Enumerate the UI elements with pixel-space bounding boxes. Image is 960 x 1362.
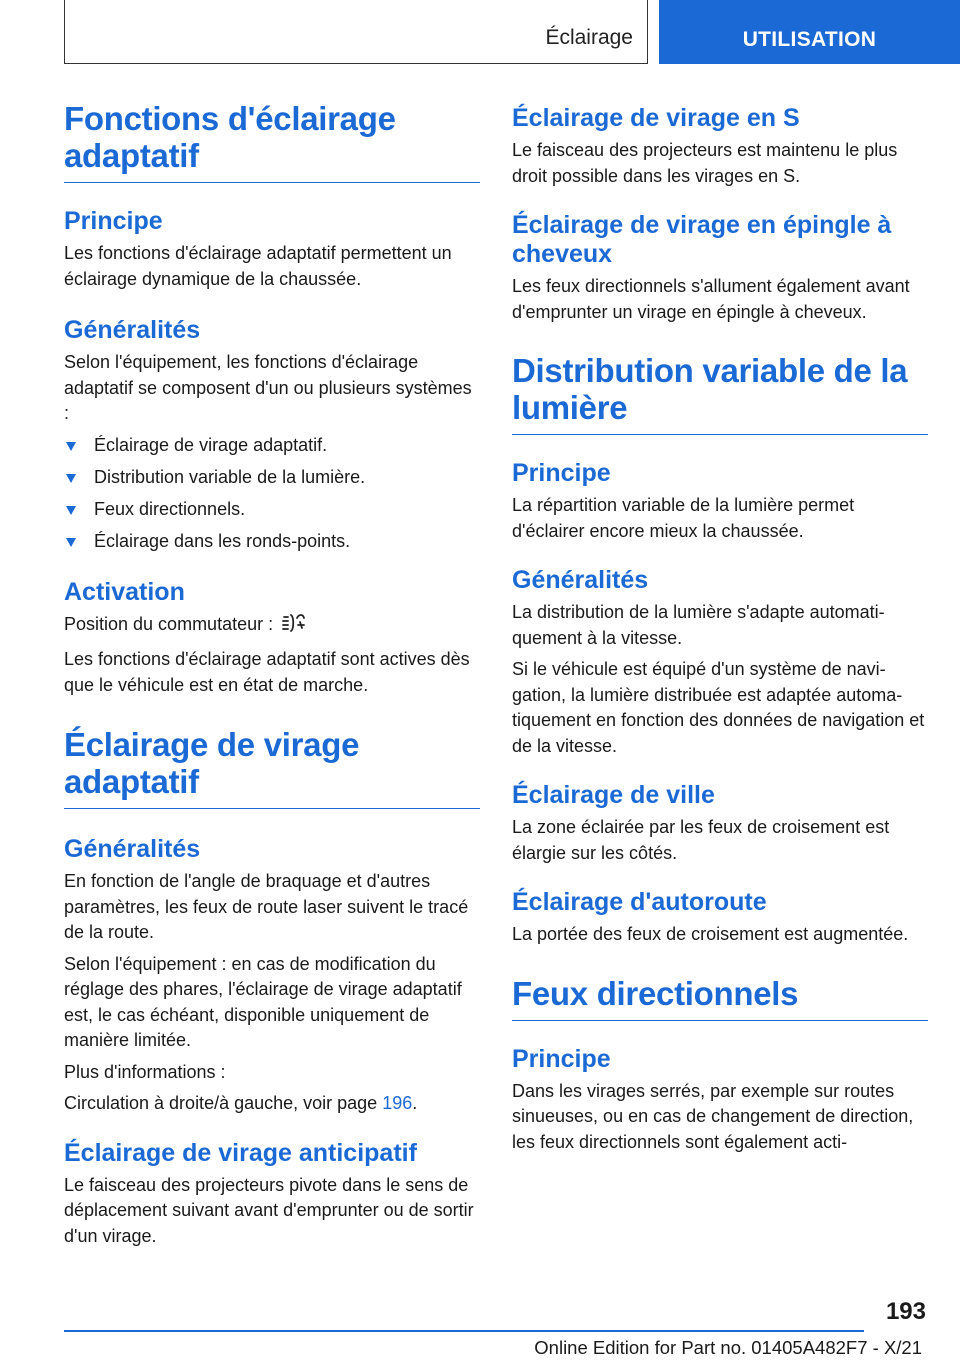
- list-item: Distribution variable de la lumière.: [64, 465, 480, 490]
- heading-distribution-variable: Distribution variable de la lumière: [512, 352, 928, 435]
- chapter-box: [64, 0, 648, 64]
- auto-headlight-switch-icon: [281, 612, 307, 642]
- footer-divider: [64, 1330, 864, 1332]
- paragraph-generalites-2a: En fonction de l'angle de braquage et d'autres paramètres, les feux de route laser suivent le tracé de la route.: [64, 871, 469, 942]
- bullet-triangle-icon: [66, 506, 76, 515]
- bullet-triangle-icon: [66, 538, 76, 547]
- heading-fonctions-eclairage-adaptatif: Fonctions d'éclairage adaptatif: [64, 100, 480, 183]
- paragraph-principe-2: La répartition variable de la lumière permet d'éclairer encore mieux la chaussée.: [512, 495, 855, 541]
- left-column: [64, 100, 480, 1249]
- list-item: Éclairage dans les ronds-points.: [64, 529, 480, 554]
- heading-generalites: Généralités: [64, 316, 201, 344]
- page-link-196[interactable]: 196: [382, 1093, 413, 1113]
- bullet-list: [64, 433, 480, 554]
- paragraph-virage-en-s: Le faisceau des projecteurs est maintenu le plus droit possible dans les virages en S.: [512, 140, 898, 186]
- paragraph-eclairage-autoroute: La portée des feux de croisement est augmentée.: [512, 924, 909, 944]
- paragraph-generalites-3a: La distribution de la lumière s'adapte automatiquement à la vitesse.: [512, 602, 885, 648]
- edition-footer: Online Edition for Part no. 01405A482F7 - X/21: [534, 1337, 922, 1358]
- section-title: UTILISATION: [742, 28, 877, 51]
- heading-principe: Principe: [64, 207, 163, 235]
- list-item: Éclairage de virage adaptatif.: [64, 433, 480, 458]
- heading-eclairage-autoroute: Éclairage d'autoroute: [512, 888, 767, 916]
- paragraph-activation-state: Les fonctions d'éclairage adaptatif sont actives dès que le véhicule est en état de marche.: [64, 649, 470, 695]
- heading-virage-anticipatif: Éclairage de virage anticipatif: [64, 1138, 417, 1167]
- heading-generalites-3: Généralités: [512, 566, 649, 594]
- heading-generalites-2: Généralités: [64, 835, 201, 863]
- heading-principe-3: Principe: [512, 1044, 611, 1073]
- right-column: [512, 100, 928, 1155]
- heading-eclairage-virage-adaptatif: Éclairage de virage adaptatif: [64, 726, 480, 809]
- bullet-triangle-icon: [66, 442, 76, 451]
- chapter-title: Éclairage: [545, 26, 633, 49]
- bullet-triangle-icon: [66, 474, 76, 483]
- paragraph-virage-anticipatif: Le faisceau des projecteurs pivote dans le sens de déplacement suivant avant d'emprunter ou de sortir d'un virage.: [64, 1174, 474, 1246]
- paragraph-principe-3: Dans les virages serrés, par exemple sur routes sinueuses, ou en cas de changement de direction, les feux directionnels sont également acti-: [512, 1080, 914, 1152]
- heading-eclairage-ville: Éclairage de ville: [512, 781, 715, 809]
- paragraph-generalites: Selon l'équipement, les fonctions d'éclairage adaptatif se composent d'un ou plusieurs systèmes :: [64, 352, 472, 423]
- heading-feux-directionnels: Feux directionnels: [512, 975, 928, 1021]
- section-tab: [659, 0, 960, 64]
- paragraph-activation-switch: Position du commutateur :: [64, 612, 480, 642]
- heading-virage-en-s: Éclairage de virage en S: [512, 104, 800, 132]
- paragraph-principe: Les fonctions d'éclairage adaptatif permettent un éclairage dynamique de la chaussée.: [64, 243, 452, 289]
- heading-virage-epingle: Éclairage de virage en épingle à cheveux: [512, 211, 892, 268]
- paragraph-generalites-3b: Si le véhicule est équipé d'un système de navigation, la lumière distribuée est adaptée automatiquement en fonction des données de navigation et de la vitesse.: [512, 659, 925, 756]
- paragraph-plus-informations: Plus d'informations :: [64, 1061, 226, 1082]
- paragraph-virage-epingle: Les feux directionnels s'allument également avant d'emprunter un virage en épingle à cheveux.: [512, 276, 910, 322]
- page-header: [0, 0, 960, 66]
- list-item: Feux directionnels.: [64, 497, 480, 522]
- heading-activation: Activation: [64, 577, 185, 606]
- heading-principe-2: Principe: [512, 459, 611, 487]
- page-number: 193: [885, 1298, 926, 1325]
- paragraph-circulation: Circulation à droite/à gauche, voir page 196.: [64, 1093, 418, 1113]
- paragraph-generalites-2b: Selon l'équipement : en cas de modification du réglage des phares, l'éclairage de virage adaptatif est, le cas échéant, disponible uniquement de manière limitée.: [64, 953, 462, 1050]
- paragraph-eclairage-ville: La zone éclairée par les feux de croisement est élargie sur les côtés.: [512, 817, 890, 863]
